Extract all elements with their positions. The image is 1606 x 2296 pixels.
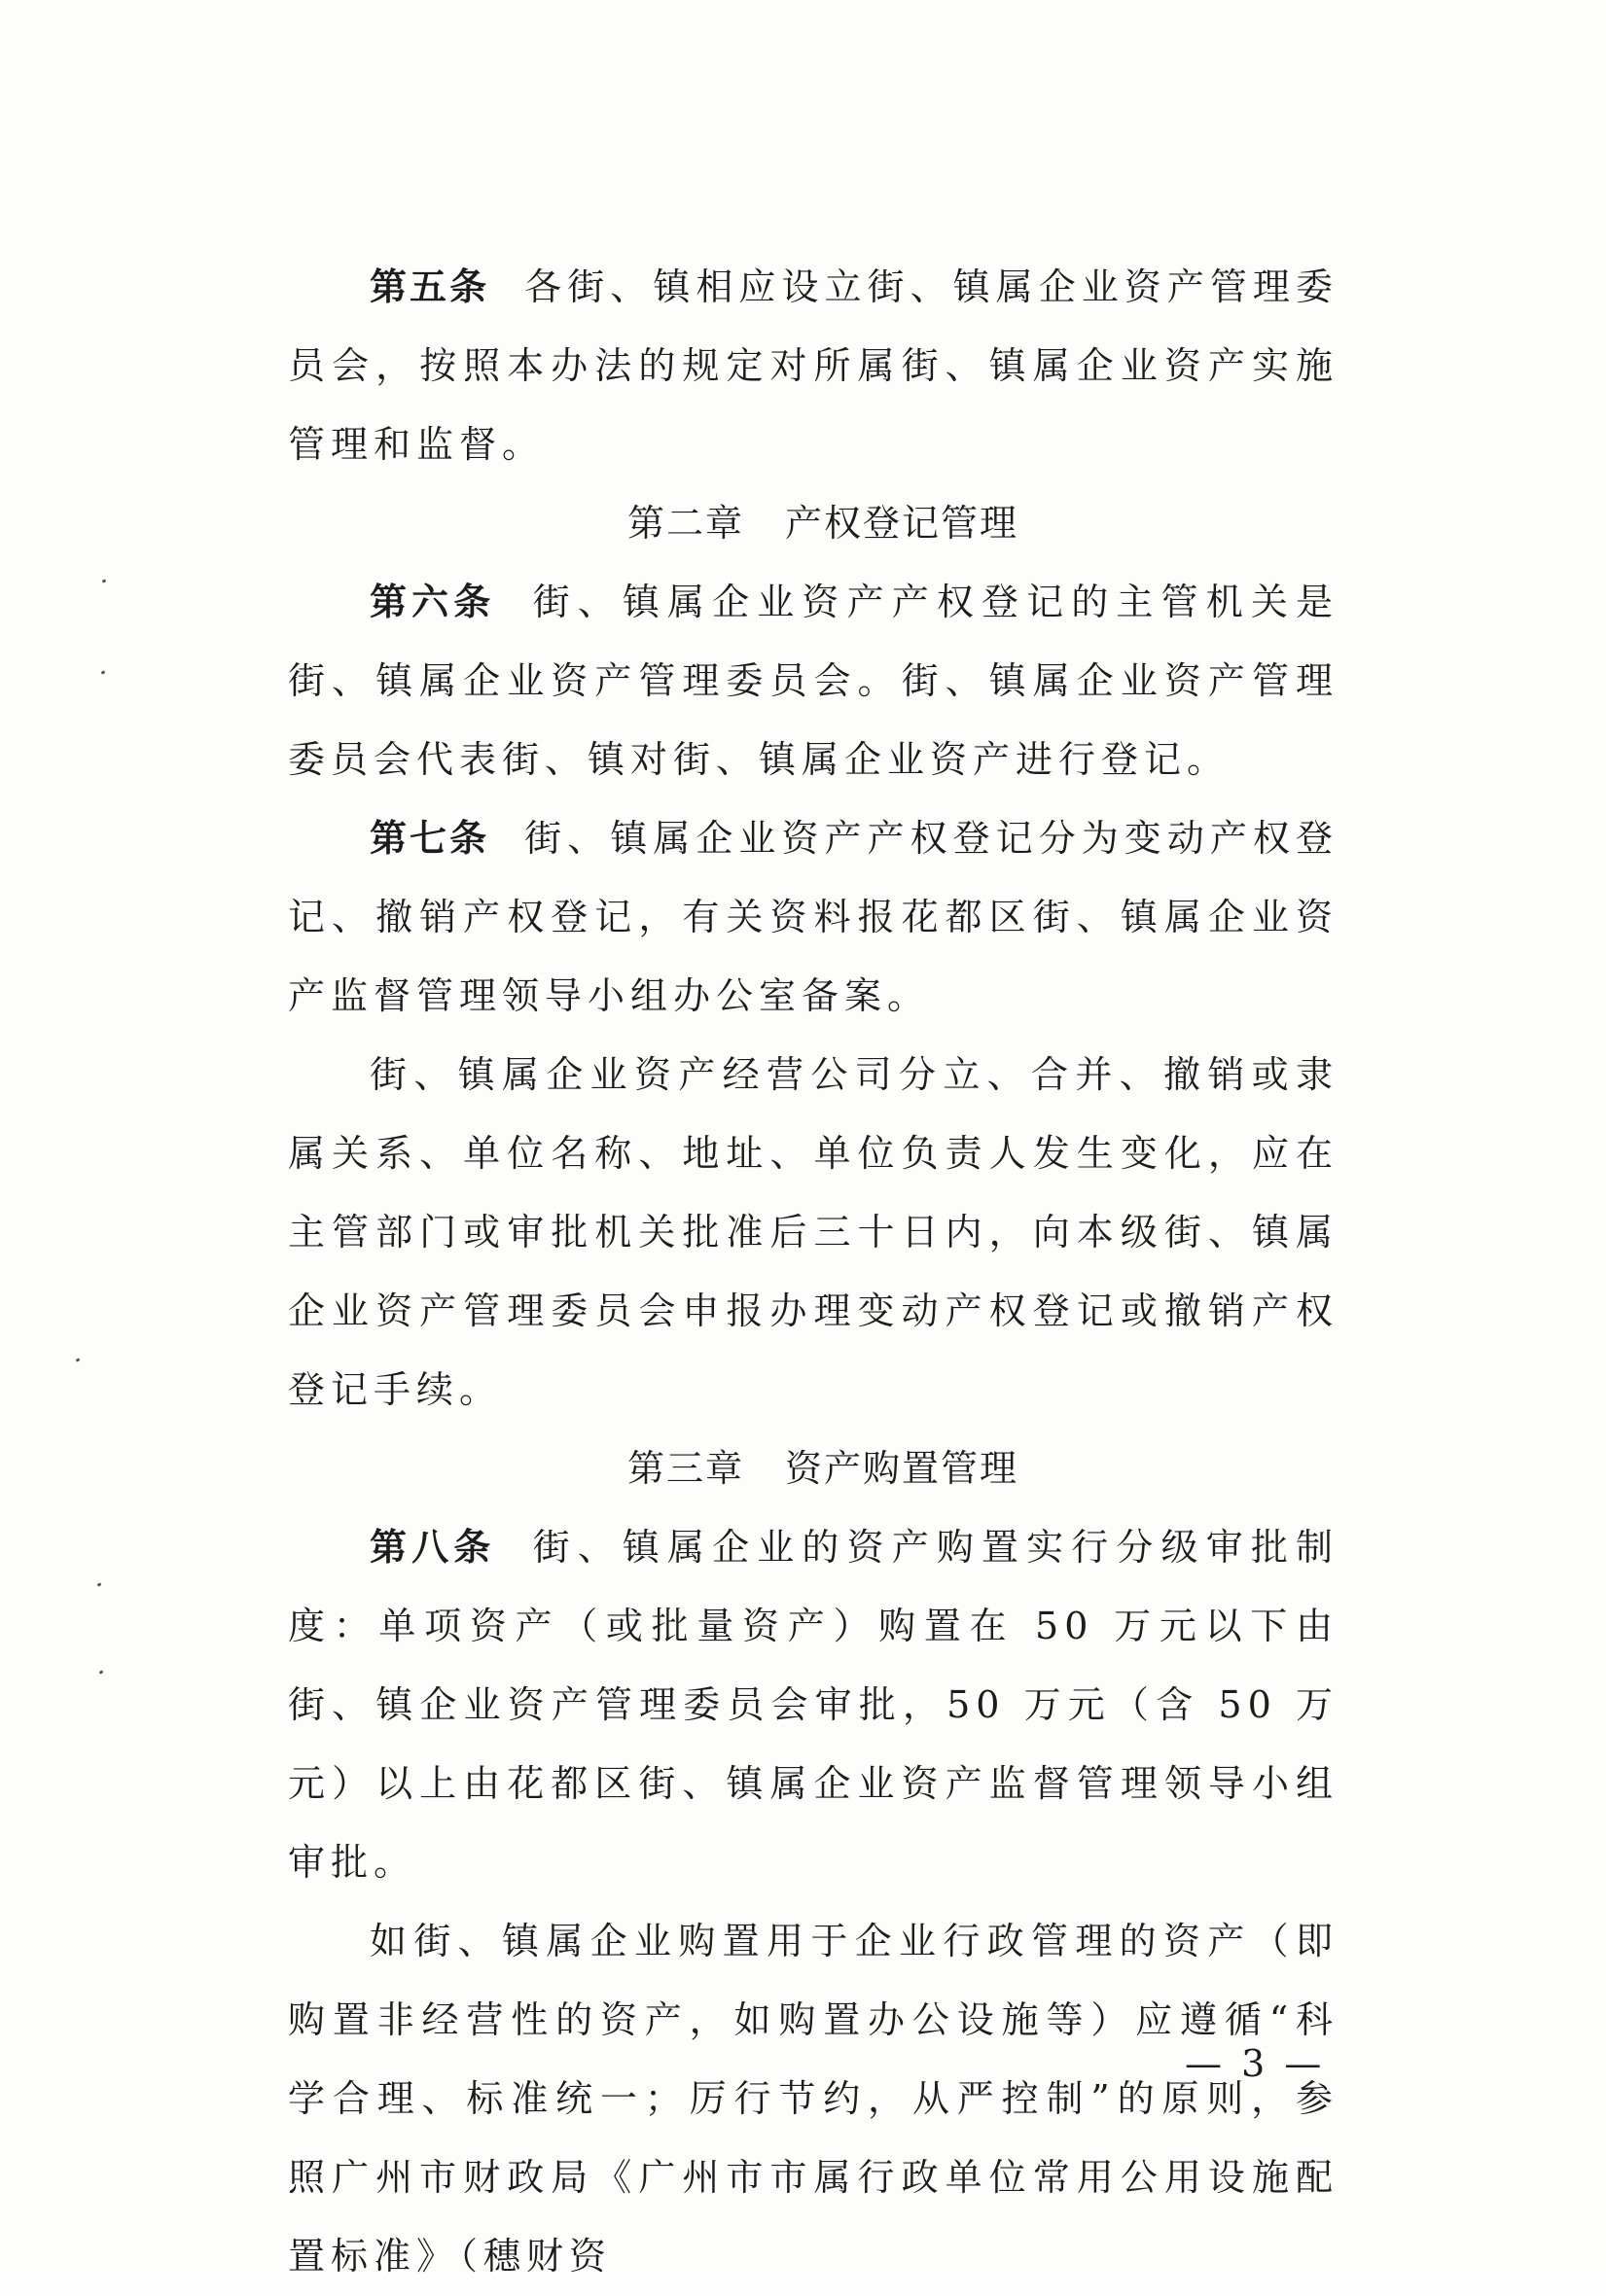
scan-speck [99,1670,104,1675]
scan-speck [97,1582,102,1587]
paragraph-text: 如街、镇属企业购置用于企业行政管理的资产（即购置非经营性的资产，如购置办公设施等）应遵循“科学合理、标准统一；厉行节约，从严控制”的原则，参照广州市财政局《广州市市属行政单位常用公用设施配置标准》（穗财资 [288,1920,1338,2278]
article-8 [288,1508,1338,1902]
article-text: 街、镇属企业资产产权登记分为变动产权登记、撤销产权登记，有关资料报花都区街、镇属企业资产监督管理领导小组办公室备案。 [288,817,1338,1017]
chapter-title: 产权登记管理 [785,502,1019,545]
article-label: 第五条 [370,265,490,308]
scan-speck [101,670,106,675]
article-5 [288,248,1338,484]
article-8-paragraph-2 [288,1902,1338,2296]
chapter-title: 资产购置管理 [785,1447,1019,1490]
scan-speck [102,579,107,583]
article-text: 各街、镇相应设立街、镇属企业资产管理委员会，按照本办法的规定对所属街、镇属企业资产实施管理和监督。 [288,265,1338,466]
chapter-2-heading [288,484,1338,563]
scan-speck [76,1358,81,1362]
page-number: — 3 — [1185,2042,1326,2085]
article-label: 第六条 [370,581,496,623]
chapter-number: 第三章 [626,1447,744,1490]
article-7-paragraph-2 [288,1036,1338,1430]
article-7 [288,799,1338,1036]
article-label: 第七条 [370,817,490,860]
article-6 [288,563,1338,799]
article-label: 第八条 [370,1526,496,1569]
paragraph-text: 街、镇属企业资产经营公司分立、合并、撤销或隶属关系、单位名称、地址、单位负责人发生变化，应在主管部门或审批机关批准后三十日内，向本级街、镇属企业资产管理委员会申报办理变动产权登记或撤销产权登记手续。 [288,1053,1338,1411]
article-text: 街、镇属企业的资产购置实行分级审批制度：单项资产（或批量资产）购置在 50 万元以下由街、镇企业资产管理委员会审批，50 万元（含 50 万元）以上由花都区街、镇属企业资产监督管理领导小组审批。 [288,1526,1338,1884]
chapter-number: 第二章 [626,502,744,545]
document-body [288,248,1338,2296]
article-text: 街、镇属企业资产产权登记的主管机关是街、镇属企业资产管理委员会。街、镇属企业资产管理委员会代表街、镇对街、镇属企业资产进行登记。 [288,581,1338,781]
chapter-3-heading [288,1430,1338,1508]
